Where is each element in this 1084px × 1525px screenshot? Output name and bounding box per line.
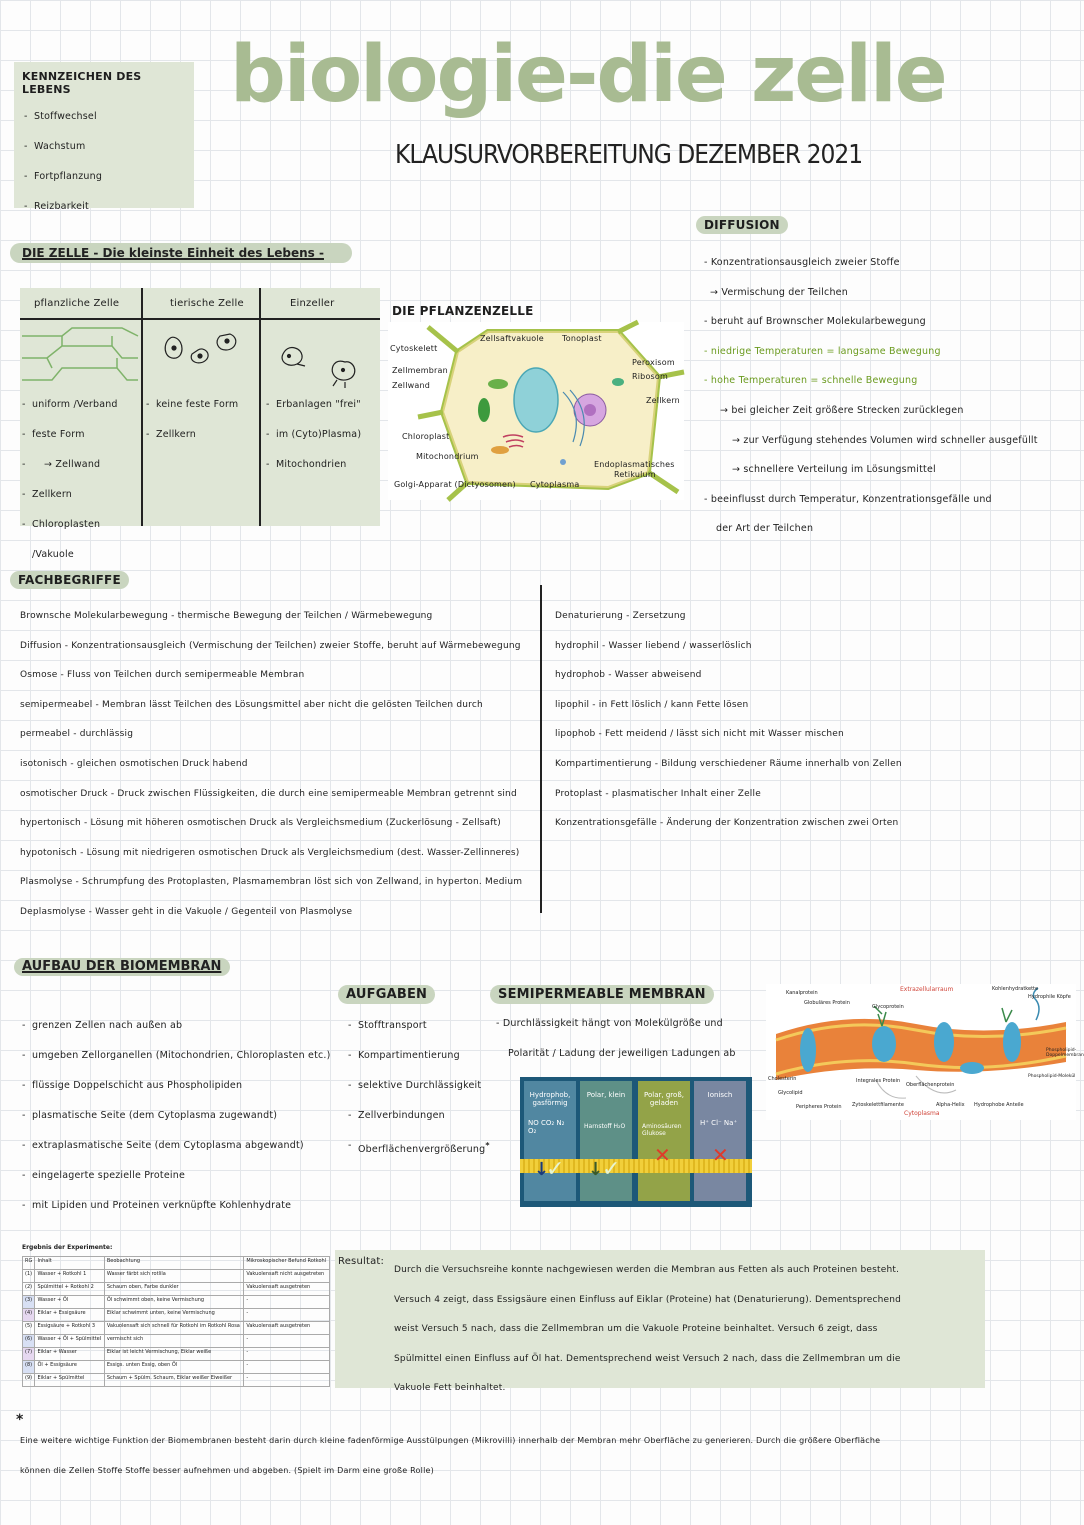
table-cell: Eiklar + Essigsäure: [35, 1309, 104, 1322]
table-cell: Wasser + Rotkohl 1: [35, 1270, 104, 1283]
table-cell: (2): [23, 1283, 35, 1296]
list-item: - flüssige Doppelschicht aus Phospholipiden: [22, 1071, 352, 1101]
label-oberflaeche: Oberflächenprotein: [906, 1082, 955, 1088]
list-item: - Zellverbindungen: [348, 1101, 498, 1131]
list-item-text: Zellwand: [55, 459, 101, 470]
experiment-title: Ergebnis der Experimente:: [22, 1244, 113, 1251]
biomembran-list: [22, 1011, 352, 1221]
list-item: [266, 420, 378, 450]
perm-molecules: H⁺ Cl⁻ Na⁺: [700, 1119, 738, 1127]
label-zytoskelett: Zytoskelettfilamente: [852, 1102, 904, 1108]
einzeller-list: [266, 390, 378, 480]
list-item: - Kompartimentierung: [348, 1041, 498, 1071]
table-cell: Wasser färbt sich rotlila: [104, 1270, 243, 1283]
resultat-line: Vakuole Fett beinhaltet.: [394, 1383, 506, 1394]
label-zellwand: Zellwand: [392, 381, 431, 390]
kennzeichen-box: [14, 62, 194, 212]
label-alpha-helix: Alpha-Helix: [936, 1102, 965, 1108]
experiment-table: [22, 1256, 330, 1387]
table-cell: Eiklar schwimmt unten, keine Vermischung: [104, 1309, 243, 1322]
resultat-line: weist Versuch 5 nach, dass die Zellmembran um die Vakuole Proteine beinhaltet. Versuch 6 zeigt, dass: [394, 1324, 878, 1335]
list-item: Kompartimentierung - Bildung verschiedener Räume innerhalb von Zellen: [555, 758, 902, 769]
table-header: Mikroskopischer Befund Rotkohl: [244, 1257, 330, 1270]
table-cell: -: [244, 1361, 330, 1374]
resultat-text: [394, 1256, 984, 1404]
perm-col-polar-klein: [580, 1081, 632, 1201]
table-cell: Öl schwimmt oben, keine Vermischung: [104, 1296, 243, 1309]
fachbegriffe-divider: [540, 585, 542, 913]
table-cell: Vakuolensaft sich schnell für Rotkohl im Rotkohl Rosa: [104, 1322, 243, 1335]
table-header: Inhalt: [35, 1257, 104, 1270]
table-cell: -: [244, 1374, 330, 1387]
table-cell: Vakuolensaft ausgetreten: [244, 1322, 330, 1335]
table-cell: (4): [23, 1309, 35, 1322]
table-cell: (9): [23, 1374, 35, 1387]
list-item: - eingelagerte spezielle Proteine: [22, 1161, 352, 1191]
list-item: lipophil - in Fett löslich / kann Fette lösen: [555, 699, 749, 710]
check-icon: ✓: [602, 1157, 621, 1182]
table-cell: Eiklar + Wasser: [35, 1348, 104, 1361]
kennzeichen-heading: KENNZEICHEN DES LEBENS: [22, 70, 142, 96]
list-item: hypotonisch - Lösung mit niedrigeren osmotischen Druck als Vergleichsmedium (dest. Wasser-Zellinneres): [20, 847, 520, 858]
animal-cells-sketch: [160, 328, 250, 368]
biomembrane-diagram: [766, 984, 1084, 1120]
label-chloroplast: Chloroplast: [402, 432, 450, 441]
table-row: [23, 1348, 330, 1361]
label-mitochondrium: Mitochondrium: [416, 452, 479, 461]
list-item: → bei gleicher Zeit größere Strecken zurücklegen: [720, 404, 964, 416]
list-item: Plasmolyse - Schrumpfung des Protoplasten, Plasmamembran löst sich von Zellwand, in hyperton. Medium: [20, 877, 523, 888]
list-item: - extraplasmatische Seite (dem Cytoplasma abgewandt): [22, 1131, 352, 1161]
list-item: - uniform /Verband: [22, 390, 140, 420]
label-golgi: Golgi-Apparat (Dictyosomen): [394, 480, 516, 489]
label-zellkern: Zellkern: [646, 396, 680, 405]
table-row: [23, 1322, 330, 1335]
list-item: Diffusion - Konzentrationsausgleich (Vermischung der Teilchen) zweier Stoffe, beruht auf Wärmebewegung: [20, 640, 521, 651]
list-item: osmotischer Druck - Druck zwischen Flüssigkeiten, die durch eine semipermeable Membran getrennt sind: [20, 788, 517, 799]
diffusion-heading: DIFFUSION: [696, 216, 788, 234]
label-cholesterin: Cholesterin: [768, 1076, 797, 1082]
list-item: lipophob - Fett meidend / lässt sich nicht mit Wasser mischen: [555, 729, 844, 740]
label-globulaer: Globuläres Protein: [804, 1000, 850, 1006]
list-item: [348, 1131, 498, 1165]
label-ribosom: Ribosom: [632, 372, 669, 381]
table-row: [23, 1374, 330, 1387]
footnote-line-2: können die Zellen Stoffe Stoffe besser aufnehmen und abgeben. (Spielt im Darm eine große Rolle): [20, 1466, 434, 1475]
resultat-line: Spülmittel einen Einfluss auf Öl hat. Dementsprechend weist Versuch 2 nach, dass die Zellmembran um die: [394, 1353, 901, 1364]
list-item: Konzentrationsgefälle - Änderung der Konzentration zwischen zwei Orten: [555, 818, 899, 829]
label-er-2: Retikulum: [614, 470, 656, 479]
list-item: Protoplast - plasmatischer Inhalt einer Zelle: [555, 788, 761, 799]
table-cell: Essigsäure + Rotkohl 3: [35, 1322, 104, 1335]
permeability-diagram: [520, 1077, 752, 1207]
list-item: - Chloroplasten /Vakuole: [22, 510, 140, 570]
list-item: - beeinflusst durch Temperatur, Konzentrationsgefälle und: [704, 493, 992, 505]
list-item: Denaturierung - Zersetzung: [555, 611, 686, 621]
list-item: hydrophob - Wasser abweisend: [555, 670, 702, 681]
table-cell: (8): [23, 1361, 35, 1374]
perm-molecules: NO CO₂ N₂ O₂: [528, 1119, 565, 1135]
semipermeable-text-1: - Durchlässigkeit hängt von Molekülgröße und: [496, 1018, 723, 1029]
perm-molecules: Aminosäuren Glukose: [642, 1123, 682, 1137]
resultat-line: Versuch 4 zeigt, dass Essigsäure einen Einfluss auf Eiklar (Proteine) hat (Denaturierung). Dementsprechend: [394, 1294, 902, 1305]
table-cell: Vakuolensaft ausgetreten: [244, 1283, 330, 1296]
label-extrazellular: Extrazellularraum: [900, 986, 954, 993]
list-item: → Vermischung der Teilchen: [710, 286, 848, 298]
list-item: - Stofftransport: [348, 1011, 498, 1041]
list-item: der Art der Teilchen: [716, 523, 814, 535]
label-integral: Integrales Protein: [856, 1078, 901, 1084]
label-cytoplasma: Cytoplasma: [904, 1110, 940, 1117]
list-item: - Fortpflanzung: [24, 162, 194, 192]
footnote-line-1: Eine weitere wichtige Funktion der Biomembranen besteht darin durch kleine fadenförmige Ausstülpungen (Mikrovilli) innerhalb der Membran mehr Oberfläche zu generieren. Durch die größere Oberfläche: [20, 1436, 881, 1445]
table-cell: Öl + Essigsäure: [35, 1361, 104, 1374]
table-header: RG: [23, 1257, 35, 1270]
list-item: - keine feste Form: [146, 390, 256, 420]
list-item: - plasmatische Seite (dem Cytoplasma zugewandt): [22, 1101, 352, 1131]
list-item: - Stoffwechsel: [24, 102, 194, 132]
label-cytoskelett: Cytoskelett: [390, 344, 438, 353]
table-cell: (1): [23, 1270, 35, 1283]
list-item: semipermeabel - Membran lässt Teilchen des Lösungsmittel aber nicht die gelösten Teilchen durch: [20, 699, 483, 710]
list-item: - Zellkern: [22, 480, 140, 510]
perm-col-ionisch: [694, 1081, 746, 1201]
semipermeable-text-2: Polarität / Ladung der jeweiligen Ladungen ab: [508, 1048, 736, 1059]
table-cell: (3): [23, 1296, 35, 1309]
table-cell: -: [244, 1335, 330, 1348]
list-item: - Erbanlagen "frei": [266, 390, 378, 420]
table-cell: vermischt sich: [104, 1335, 243, 1348]
col-header-pflanzlich: pflanzliche Zelle: [34, 298, 120, 309]
table-row: [23, 1361, 330, 1374]
table-divider: [20, 318, 380, 320]
label-kanalprotein: Kanalprotein: [786, 990, 818, 996]
zelle-heading: DIE ZELLE - Die kleinste Einheit des Lebens -: [22, 246, 324, 260]
table-cell: (7): [23, 1348, 35, 1361]
resultat-label: Resultat:: [338, 1256, 385, 1267]
label-glycoprotein: Glycoprotein: [872, 1004, 904, 1010]
perm-head: Polar, klein: [586, 1091, 626, 1099]
resultat-line: Durch die Versuchsreihe konnte nachgewiesen werden die Membran aus Fetten als auch Proteinen besteht.: [394, 1265, 900, 1275]
footnote-star: *: [16, 1412, 24, 1428]
pass-arrow-icon: ↓: [534, 1159, 550, 1180]
table-cell: Eiklar + Spülmittel: [35, 1374, 104, 1387]
check-icon: ✓: [546, 1157, 565, 1182]
pflanzenzelle-heading: DIE PFLANZENZELLE: [392, 304, 534, 318]
diffusion-list: [704, 248, 1074, 544]
list-item: → zur Verfügung stehendes Volumen wird schneller ausgefüllt: [732, 434, 1038, 446]
list-item: - feste Form: [22, 420, 140, 450]
list-item: - Zellkern: [146, 420, 256, 450]
list-item: - Reizbarkeit: [24, 192, 194, 222]
list-item: - Konzentrationsausgleich zweier Stoffe: [704, 257, 900, 268]
table-row: [23, 1335, 330, 1348]
fachbegriffe-heading: FACHBEGRIFFE: [10, 571, 129, 589]
table-row: [23, 1270, 330, 1283]
list-item: - selektive Durchlässigkeit: [348, 1071, 498, 1101]
label-hydrophil: Hydrophile Köpfe: [1028, 994, 1071, 1000]
table-divider: [141, 288, 143, 526]
list-item: hypertonisch - Lösung mit höheren osmotischen Druck als Vergleichsmedium (Zuckerlösung - Zellsaft): [20, 818, 501, 829]
label-peripher: Peripheres Protein: [796, 1104, 842, 1110]
label-peroxisom: Peroxisom: [632, 358, 675, 367]
table-row: [23, 1309, 330, 1322]
list-item: → schnellere Verteilung im Lösungsmittel: [732, 464, 936, 476]
aufgaben-list: [348, 1011, 498, 1165]
label-glycolipid: Glycolipid: [778, 1090, 803, 1096]
table-cell: Wasser + Öl + Spülmittel: [35, 1335, 104, 1348]
perm-molecules: Harnstoff H₂O: [584, 1123, 626, 1130]
pass-arrow-icon: ↓: [588, 1159, 604, 1180]
table-cell: Vakuolensaft nicht ausgetreten: [244, 1270, 330, 1283]
list-item: [22, 450, 140, 480]
list-item: - mit Lipiden und Proteinen verknüpfte Kohlenhydrate: [22, 1191, 352, 1221]
semipermeable-heading: SEMIPERMEABLE MEMBRAN: [490, 985, 714, 1004]
label-cytoplasma: Cytoplasma: [530, 480, 580, 489]
fachbegriffe-right: [555, 602, 1075, 839]
table-divider: [259, 288, 261, 526]
table-cell: (5): [23, 1322, 35, 1335]
page-title: biologie-die zelle: [230, 30, 946, 120]
label-hydrophob: Hydrophobe Anteile: [974, 1102, 1024, 1108]
table-cell: -: [244, 1309, 330, 1322]
list-item: - beruht auf Brownscher Molekularbewegung: [704, 316, 926, 328]
table-cell: Schaum oben, Farbe dunkler: [104, 1283, 243, 1296]
table-cell: -: [244, 1296, 330, 1309]
label-er: Endoplasmatisches: [594, 460, 675, 469]
arrow-icon: →: [44, 459, 56, 470]
list-item: - niedrige Temperaturen = langsame Bewegung: [704, 345, 941, 357]
table-cell: Essigs. unten Essig, oben Öl: [104, 1361, 243, 1374]
kennzeichen-list: [24, 102, 194, 222]
label-zellmembran: Zellmembran: [392, 366, 448, 375]
list-item: isotonisch - gleichen osmotischen Druck habend: [20, 758, 248, 769]
list-item: - hohe Temperaturen = schnelle Bewegung: [704, 375, 918, 387]
list-item: permeabel - durchlässig: [20, 729, 134, 740]
list-item: hydrophil - Wasser liebend / wasserlöslich: [555, 640, 752, 651]
label-doppelmembran: Phospholipid-Doppelmembran: [1046, 1048, 1084, 1058]
biomembran-heading: AUFBAU DER BIOMEMBRAN: [22, 959, 222, 974]
table-row: [23, 1283, 330, 1296]
plant-cells-sketch: [22, 328, 138, 390]
table-cell: Schaum + Spülm. Schaum, Eiklar weißer Eiweißer: [104, 1374, 243, 1387]
list-item: Deplasmolyse - Wasser geht in die Vakuole / Gegenteil von Plasmolyse: [20, 906, 353, 917]
label-zellsaftvakuole: Zellsaftvakuole: [480, 334, 544, 343]
table-row: [23, 1296, 330, 1309]
blocked-icon: ✕: [654, 1143, 671, 1167]
table-cell: Wasser + Öl: [35, 1296, 104, 1309]
list-item-text: im (Cyto)Plasma): [276, 429, 362, 440]
table-cell: Spülmittel + Rotkohl 2: [35, 1283, 104, 1296]
aufgaben-heading: AUFGABEN: [338, 985, 435, 1004]
table-cell: -: [244, 1348, 330, 1361]
pflanzenzelle-diagram: [388, 322, 684, 500]
list-item: - Mitochondrien: [266, 450, 378, 480]
footnote-marker: *: [485, 1141, 490, 1150]
list-item: Osmose - Fluss von Teilchen durch semipermeable Membran: [20, 670, 305, 681]
page-subtitle: KLAUSURVORBEREITUNG DEZEMBER 2021: [395, 140, 863, 170]
perm-head: Ionisch: [707, 1091, 733, 1099]
list-item: Brownsche Molekularbewegung - thermische Bewegung der Teilchen / Wärmebewegung: [20, 611, 433, 621]
table-header: Beobachtung: [104, 1257, 243, 1270]
list-item: - Wachstum: [24, 132, 194, 162]
label-kohlenhydrat: Kohlenhydratkette: [992, 986, 1039, 992]
fachbegriffe-left: [20, 602, 536, 928]
table-header-row: [23, 1257, 330, 1270]
list-item: - grenzen Zellen nach außen ab: [22, 1011, 352, 1041]
list-item: - umgeben Zellorganellen (Mitochondrien, Chloroplasten etc.): [22, 1041, 352, 1071]
perm-head: Hydrophob, gasförmig: [529, 1091, 571, 1107]
col-header-tierisch: tierische Zelle: [170, 298, 244, 309]
pflanzlich-list: [22, 390, 140, 570]
table-cell: (6): [23, 1335, 35, 1348]
list-item-text: Oberflächenvergrößerung: [358, 1144, 486, 1156]
protozoa-sketch: [275, 340, 365, 390]
label-phospholipid: Phospholipid-Molekül: [1028, 1074, 1076, 1079]
label-tonoplast: Tonoplast: [562, 334, 602, 343]
col-header-einzeller: Einzeller: [290, 298, 335, 309]
perm-head: Polar, groß, geladen: [644, 1091, 684, 1107]
blocked-icon: ✕: [712, 1143, 729, 1167]
table-cell: Eiklar ist leicht Vermischung, Eiklar weiße: [104, 1348, 243, 1361]
tierisch-list: [146, 390, 256, 450]
